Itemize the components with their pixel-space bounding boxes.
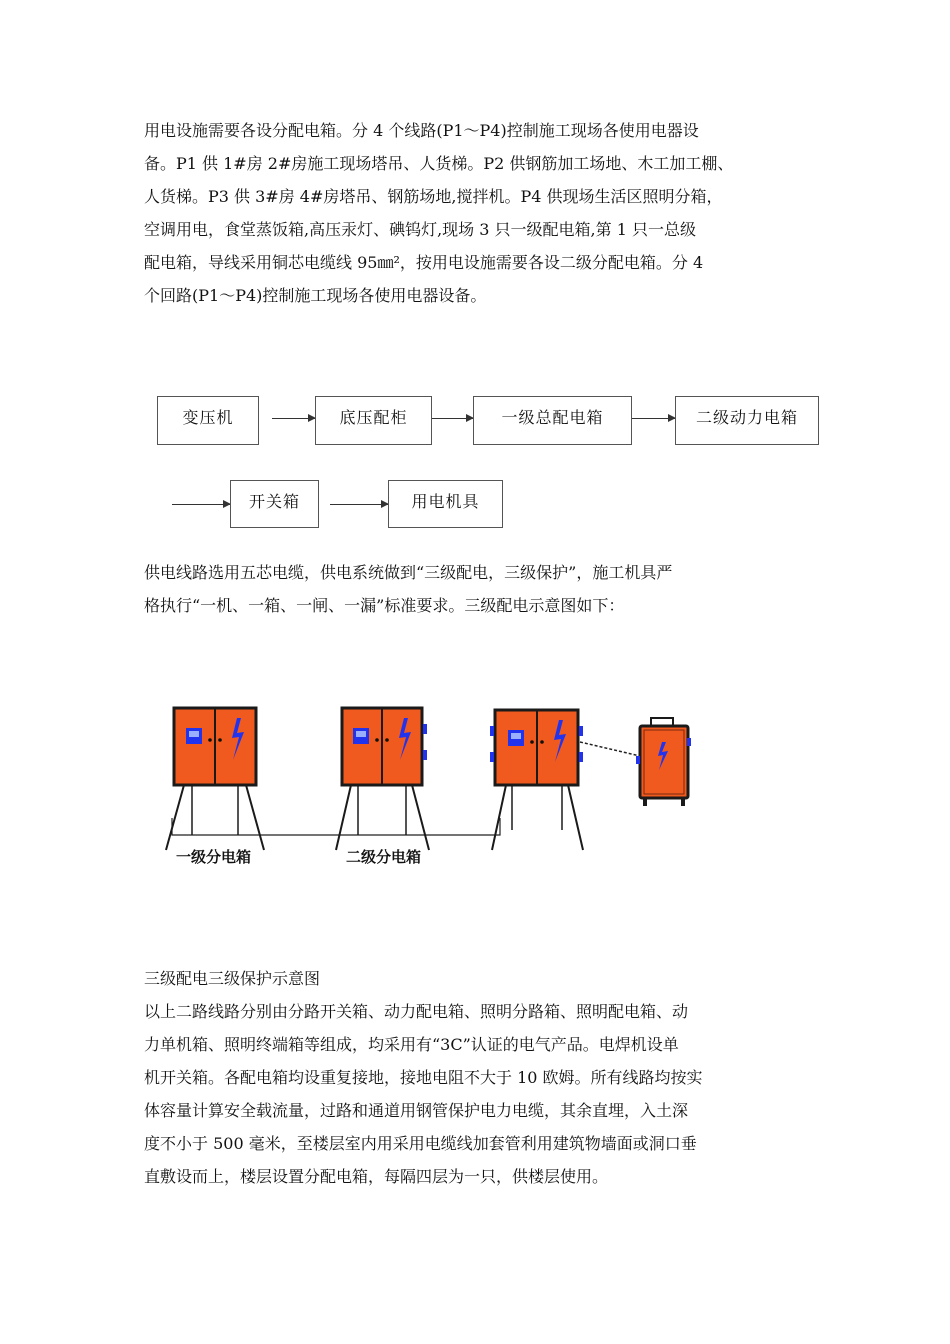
flow-box-switch-box: 开关箱	[230, 480, 319, 528]
flow-box-electric-equipment: 用电机具	[388, 480, 503, 528]
flow-arrow	[632, 418, 675, 419]
three-level-distribution-illustration	[140, 690, 720, 890]
flow-box-main-distribution-box: 一级总配电箱	[473, 396, 632, 445]
flow-box-low-voltage-cabinet: 底压配柜	[315, 396, 432, 445]
distribution-box-level2	[336, 708, 429, 850]
text-line: 格执行“一机、一箱、一闸、一漏”标准要求。三级配电示意图如下：	[144, 596, 625, 615]
switch-box	[636, 718, 691, 806]
flow-arrow	[272, 418, 315, 419]
text-line: 空调用电，食堂蒸饭箱,高压汞灯、碘钨灯,现场 3 只一级配电箱,第 1 只一总级	[144, 220, 696, 239]
text-line: 直敷设而上，楼层设置分配电箱，每隔四层为一只，供楼层使用。	[144, 1167, 609, 1186]
text-line: 备。P1 供 1#房 2#房施工现场塔吊、人货梯。P2 供钢筋加工场地、木工加工棚、	[144, 154, 734, 173]
paragraph-three-level	[144, 556, 816, 622]
figure-caption: 三级配电三级保护示意图	[144, 969, 321, 988]
text-line: 配电箱，导线采用铜芯电缆线 95㎜²，按用电设施需要各设二级分配电箱。分 4	[144, 253, 704, 272]
flow-box-transformer: 变压机	[157, 396, 259, 445]
flow-arrow	[432, 418, 473, 419]
text-line: 体容量计算安全载流量，过路和通道用钢管保护电力电缆，其余直埋，入土深	[144, 1101, 689, 1120]
paragraph-power-lines	[144, 114, 816, 312]
paragraph-circuit-details	[144, 995, 816, 1193]
label-level1-box: 一级分电箱	[176, 848, 252, 866]
text-line: 人货梯。P3 供 3#房 4#房塔吊、钢筋场地,搅拌机。P4 供现场生活区照明分箱，	[144, 187, 723, 206]
cable-line	[172, 818, 333, 835]
distribution-box-level3	[490, 710, 583, 850]
text-line: 供电线路选用五芯电缆，供电系统做到“三级配电，三级保护”，施工机具严	[144, 563, 673, 582]
label-level2-box: 二级分电箱	[346, 848, 422, 866]
distribution-box-level1	[166, 708, 264, 850]
text-line: 度不小于 500 毫米，至楼层室内用采用电缆线加套管利用建筑物墙面或洞口垂	[144, 1134, 697, 1153]
flow-arrow	[330, 504, 388, 505]
flow-arrow	[172, 504, 230, 505]
text-line: 用电设施需要各设分配电箱。分 4 个线路(P1～P4)控制施工现场各使用电器设	[144, 121, 699, 140]
text-line: 个回路(P1～P4)控制施工现场各使用电器设备。	[144, 286, 487, 305]
flow-box-power-box: 二级动力电箱	[675, 396, 819, 445]
text-line: 力单机箱、照明终端箱等组成，均采用有“3C”认证的电气产品。电焊机设单	[144, 1035, 679, 1054]
text-line: 机开关箱。各配电箱均设重复接地，接地电阻不大于 10 欧姆。所有线路均按实	[144, 1068, 703, 1087]
text-line: 以上二路线路分别由分路开关箱、动力配电箱、照明分路箱、照明配电箱、动	[144, 1002, 689, 1021]
cable-line	[580, 742, 640, 756]
